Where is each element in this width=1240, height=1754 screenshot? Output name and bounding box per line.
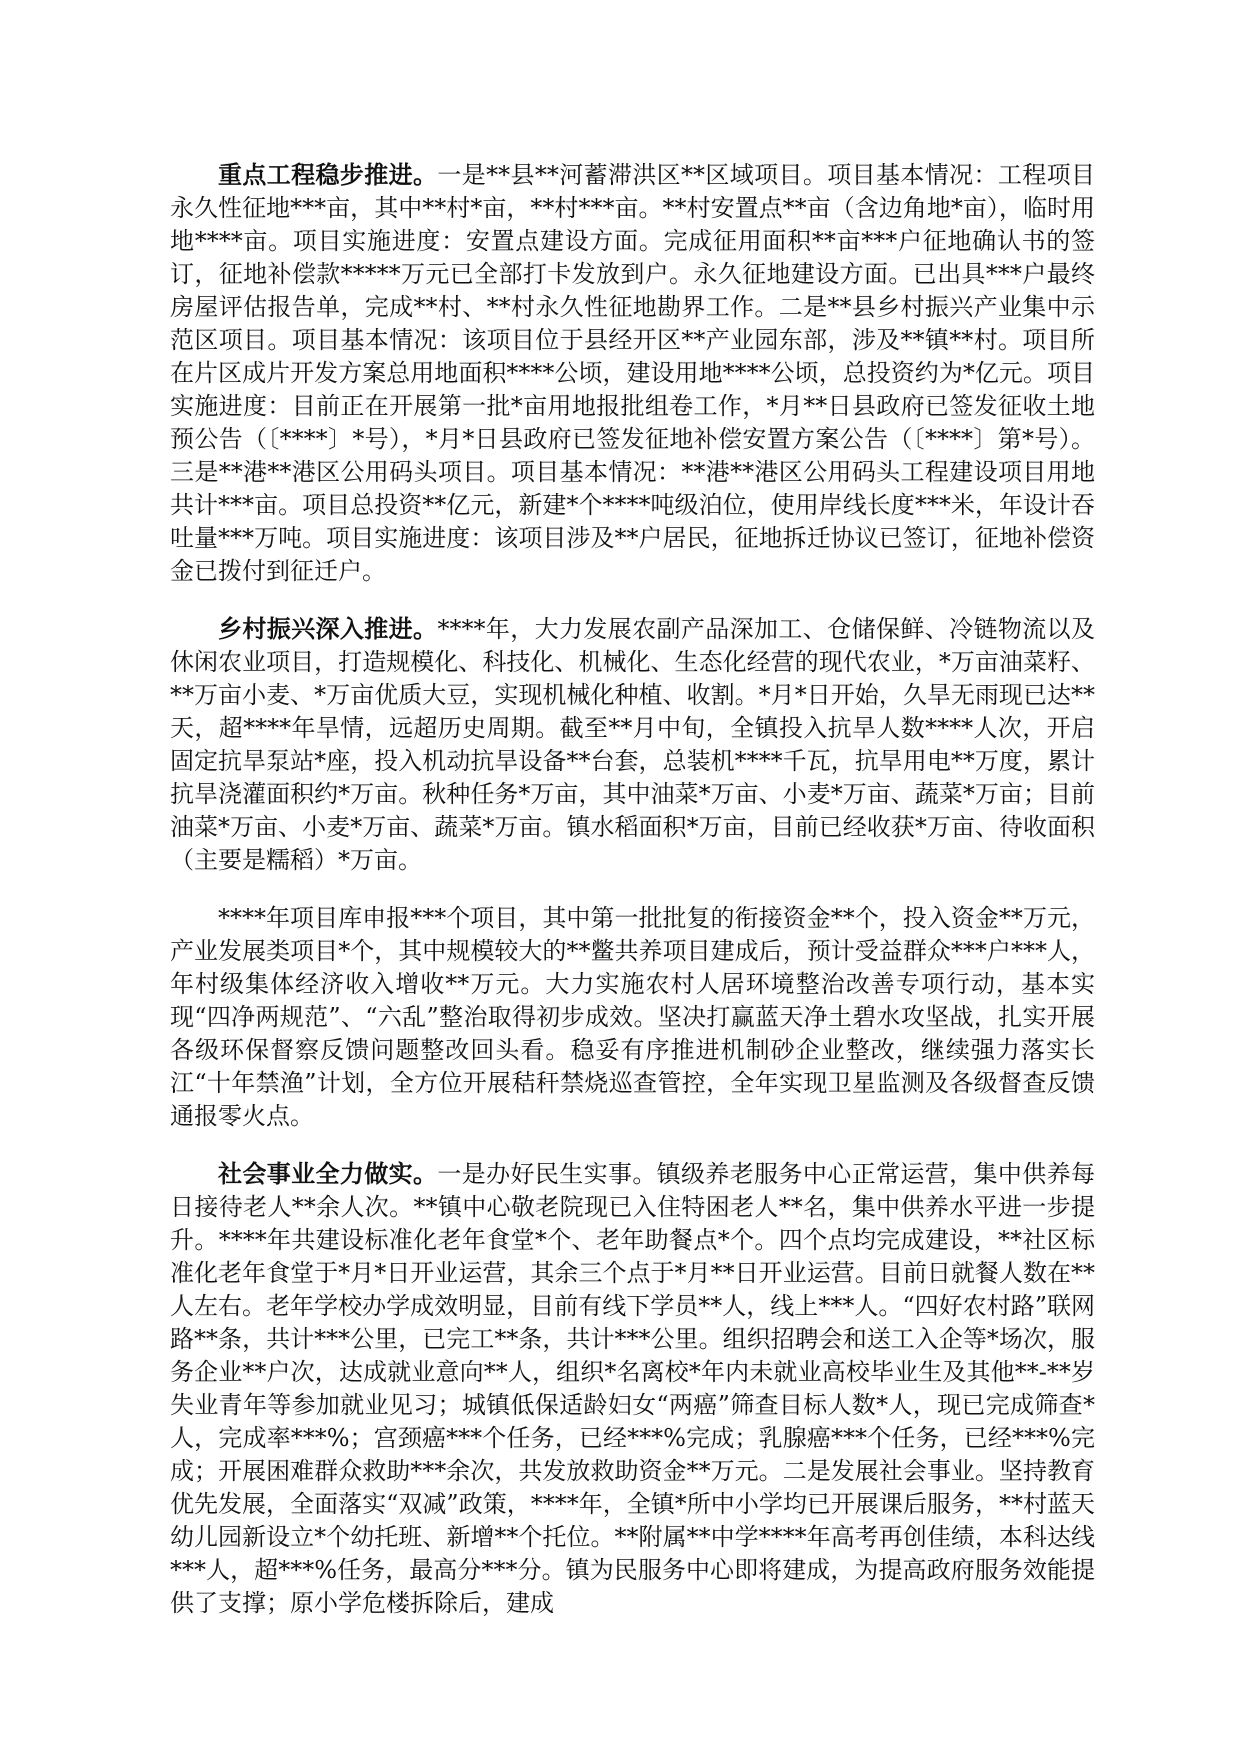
paragraph-text: ****年项目库申报***个项目，其中第一批批复的衔接资金**个，投入资金**万元，产业发展类项目*个，其中规模较大的**鳖共养项目建成后，预计受益群众***户***人，年村级集体经济收入增收**万元。大力实施农村人居环境整治改善专项行动，基本实现“四净两规范”、“六乱”整治取得初步成效。坚决打赢蓝天净土碧水攻坚战，扎实开展各级环保督察反馈问题整改回头看。稳妥有序推进机制砂企业整改，继续强力落实长江“十年禁渔”计划，全方位开展秸秆禁烧巡查管控，全年实现卫星监测及各级督查反馈通报零火点。: [170, 904, 1095, 1130]
document-body: [170, 158, 1095, 1644]
paragraph-text: 一是办好民生实事。镇级养老服务中心正常运营，集中供养每日接待老人**余人次。**镇中心敬老院现已入住特困老人**名，集中供养水平进一步提升。****年共建设标准化老年食堂*个、老年助餐点*个。四个点均完成建设，**社区标准化老年食堂于*月*日开业运营，其余三个点于*月**日开业运营。目前日就餐人数在**人左右。老年学校办学成效明显，目前有线下学员**人，线上***人。“四好农村路”联网路**条，共计***公里，已完工**条，共计***公里。组织招聘会和送工入企等*场次，服务企业**户次，达成就业意向**人，组织*名离校*年内未就业高校毕业生及其他**-**岁失业青年等参加就业见习；城镇低保适龄妇女“两癌”筛查目标人数*人，现已完成筛查*人，完成率***%；宫颈癌***个任务，已经***%完成；乳腺癌***个任务，已经***%完成；开展困难群众救助***余次，共发放救助资金**万元。二是发展社会事业。坚持教育优先发展，全面落实“双减”政策，****年，全镇*所中小学均已开展课后服务，**村蓝天幼儿园新设立*个幼托班、新增**个托位。**附属**中学****年高考再创佳绩，本科达线***人，超***%任务，最高分***分。镇为民服务中心即将建成，为提高政府服务效能提供了支撑；原小学危楼拆除后，建成: [170, 1160, 1095, 1617]
paragraph-heading: 乡村振兴深入推进。: [218, 614, 438, 643]
paragraph-project-library: [170, 901, 1095, 1133]
paragraph-social-undertakings: [170, 1157, 1095, 1620]
paragraph-rural-revitalization: [170, 612, 1095, 877]
paragraph-heading: 重点工程稳步推进。: [218, 160, 438, 189]
paragraph-text: 一是**县**河蓄滞洪区**区域项目。项目基本情况：工程项目永久性征地***亩，其中**村*亩，**村***亩。**村安置点**亩（含边角地*亩），临时用地****亩。项目实施进度：安置点建设方面。完成征用面积**亩***户征地确认书的签订，征地补偿款*****万元已全部打卡发放到户。永久征地建设方面。已出具***户最终房屋评估报告单，完成**村、**村永久性征地勘界工作。二是**县乡村振兴产业集中示范区项目。项目基本情况：该项目位于县经开区**产业园东部，涉及**镇**村。项目所在片区成片开发方案总用地面积****公顷，建设用地****公顷，总投资约为*亿元。项目实施进度：目前正在开展第一批*亩用地报批组卷工作，*月**日县政府已签发征收土地预公告（〔****〕*号），*月*日县政府已签发征地补偿安置方案公告（〔****〕第*号）。三是**港**港区公用码头项目。项目基本情况：**港**港区公用码头工程建设项目用地共计***亩。项目总投资**亿元，新建*个****吨级泊位，使用岸线长度***米，年设计吞吐量***万吨。项目实施进度：该项目涉及**户居民，征地拆迁协议已签订，征地补偿资金已拨付到征迁户。: [170, 161, 1095, 585]
paragraph-text: ****年，大力发展农副产品深加工、仓储保鲜、冷链物流以及休闲农业项目，打造规模化、科技化、机械化、生态化经营的现代农业，*万亩油菜籽、**万亩小麦、*万亩优质大豆，实现机械化种植、收割。*月*日开始，久旱无雨现已达**天，超****年旱情，远超历史周期。截至**月中旬，全镇投入抗旱人数****人次，开启固定抗旱泵站*座，投入机动抗旱设备**台套，总装机****千瓦，抗旱用电**万度，累计抗旱浇灌面积约*万亩。秋种任务*万亩，其中油菜*万亩、小麦*万亩、蔬菜*万亩；目前油菜*万亩、小麦*万亩、蔬菜*万亩。镇水稻面积*万亩，目前已经收获*万亩、待收面积（主要是糯稻）*万亩。: [170, 615, 1096, 874]
paragraph-key-projects: [170, 158, 1095, 588]
paragraph-heading: 社会事业全力做实。: [218, 1159, 438, 1188]
